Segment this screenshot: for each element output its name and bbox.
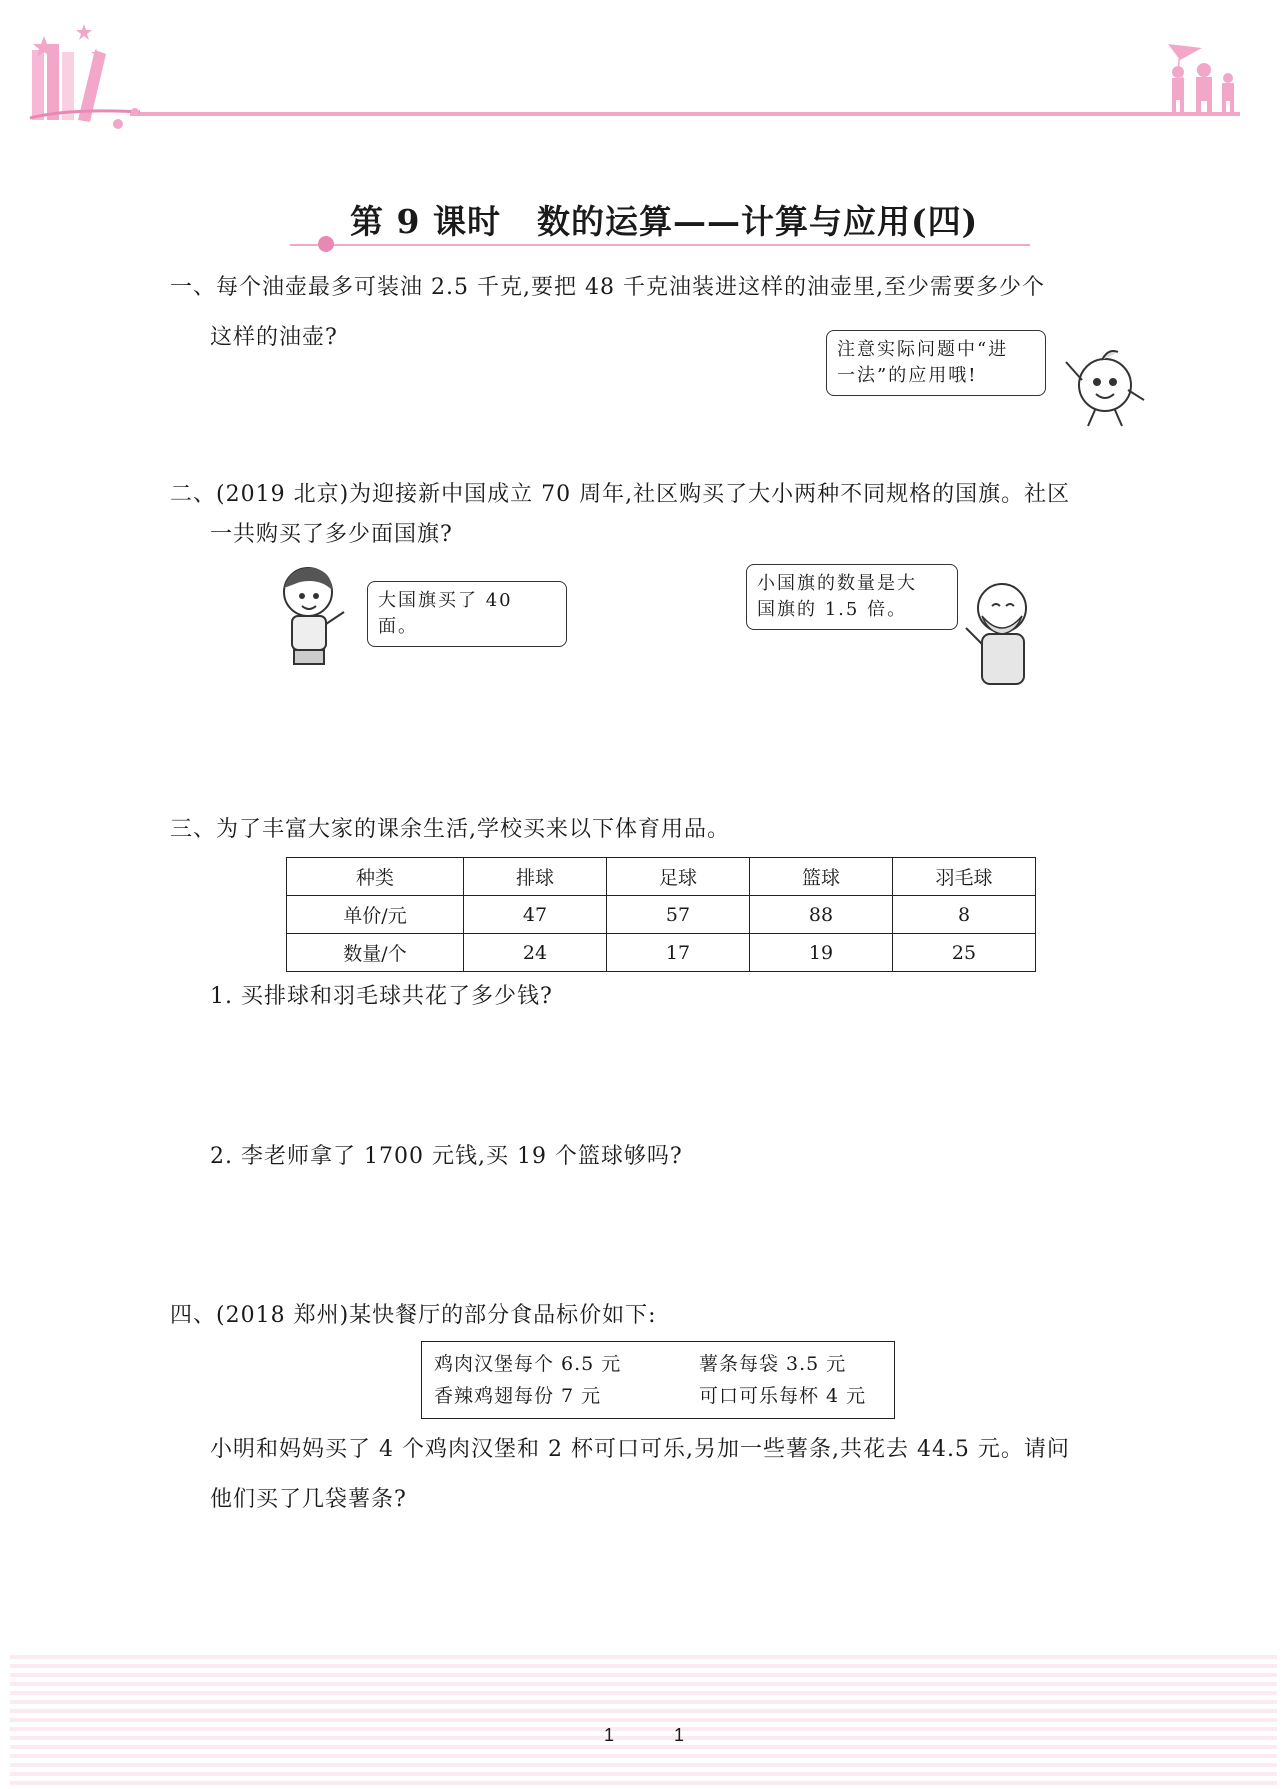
question-4-line-2: 他们买了几袋薯条?: [210, 1487, 407, 1512]
menu-item: 鸡肉汉堡每个 6.5 元: [434, 1353, 622, 1375]
grandpa-speech-line-1: 小国旗的数量是大: [757, 573, 917, 594]
boy-speech-bubble: [367, 581, 567, 647]
question-2-line-2: 一共购买了多少面国旗?: [210, 522, 453, 547]
table-cell: 8: [893, 896, 1036, 934]
question-3-sub-1: 1. 买排球和羽毛球共花了多少钱?: [210, 984, 553, 1009]
table-cell: 25: [893, 934, 1036, 972]
question-1-line-1: [170, 269, 1150, 307]
footer-pattern: [10, 1655, 1277, 1789]
table-header-cell: 种类: [287, 858, 464, 896]
question-4: [170, 1297, 1150, 1335]
page-title: [350, 196, 1050, 246]
question-4-line-1: 小明和妈妈买了 4 个鸡肉汉堡和 2 杯可口可乐,另加一些薯条,共花去 44.5 元。请问: [210, 1437, 1070, 1462]
tip-line-2: 一法”的应用哦!: [837, 365, 978, 386]
menu-row: [434, 1380, 882, 1412]
table-header-cell: 篮球: [750, 858, 893, 896]
tip-bubble: [826, 330, 1046, 396]
question-1-line-2: 这样的油壶?: [210, 325, 338, 350]
header-decoration: [0, 0, 1287, 140]
page-number-right: 1: [674, 1725, 685, 1745]
table-row-price: [287, 896, 1036, 934]
question-2-line-1: [170, 476, 1150, 514]
question-3-sub-2: 2. 李老师拿了 1700 元钱,买 19 个篮球够吗?: [210, 1144, 683, 1169]
table-row-label: 数量/个: [287, 934, 464, 972]
table-row-quantity: [287, 934, 1036, 972]
question-3: [170, 811, 1150, 849]
question-number: 二、: [170, 482, 217, 507]
grandpa-speech-bubble: [746, 564, 958, 630]
table-cell: 57: [607, 896, 750, 934]
question-text: 每个油壶最多可装油 2.5 千克,要把 48 千克油装进这样的油壶里,至少需要多少个: [216, 275, 1045, 300]
lesson-number: 第 9 课时: [350, 202, 501, 241]
table-header-cell: 排球: [464, 858, 607, 896]
table-cell: 24: [464, 934, 607, 972]
sports-table: [286, 857, 1036, 972]
table-header-cell: 足球: [607, 858, 750, 896]
table-header-cell: 羽毛球: [893, 858, 1036, 896]
header-ornament: [0, 0, 1287, 140]
table-cell: 47: [464, 896, 607, 934]
lesson-topic: 数的运算——计算与应用(四): [536, 202, 979, 241]
menu-row: [434, 1348, 882, 1380]
question-number: 四、: [170, 1303, 217, 1328]
table-row-label: 单价/元: [287, 896, 464, 934]
books-icon: [30, 44, 140, 129]
boy-speech-text: 大国旗买了 40 面。: [378, 590, 513, 637]
question-number: 一、: [170, 275, 217, 300]
price-menu: [421, 1341, 895, 1419]
title-underline: [290, 244, 1030, 246]
question-4-body: [210, 1431, 1170, 1519]
menu-item: 可口可乐每杯 4 元: [699, 1385, 867, 1407]
question-text: (2019 北京)为迎接新中国成立 70 周年,社区购买了大小两种不同规格的国旗。社区: [216, 482, 1071, 507]
menu-item: 薯条每袋 3.5 元: [699, 1353, 847, 1375]
sports-table-wrapper: [286, 857, 1036, 972]
menu-item: 香辣鸡翅每份 7 元: [434, 1385, 602, 1407]
apple-mascot-icon: [1060, 340, 1150, 430]
table-cell: 88: [750, 896, 893, 934]
question-text: 为了丰富大家的课余生活,学校买来以下体育用品。: [216, 817, 731, 842]
grandpa-icon: [960, 578, 1040, 688]
tip-line-1: 注意实际问题中“进: [837, 339, 1009, 360]
title-bullet: [318, 236, 334, 252]
question-2: [170, 476, 1150, 554]
question-text: (2018 郑州)某快餐厅的部分食品标价如下:: [216, 1303, 657, 1328]
grandpa-speech-line-2: 国旗的 1.5 倍。: [757, 599, 908, 620]
table-cell: 17: [607, 934, 750, 972]
table-header-row: [287, 858, 1036, 896]
children-kite-icon: [1168, 44, 1234, 115]
question-number: 三、: [170, 817, 217, 842]
table-cell: 19: [750, 934, 893, 972]
page-number-left: 1: [604, 1725, 615, 1745]
boy-icon: [270, 560, 350, 670]
